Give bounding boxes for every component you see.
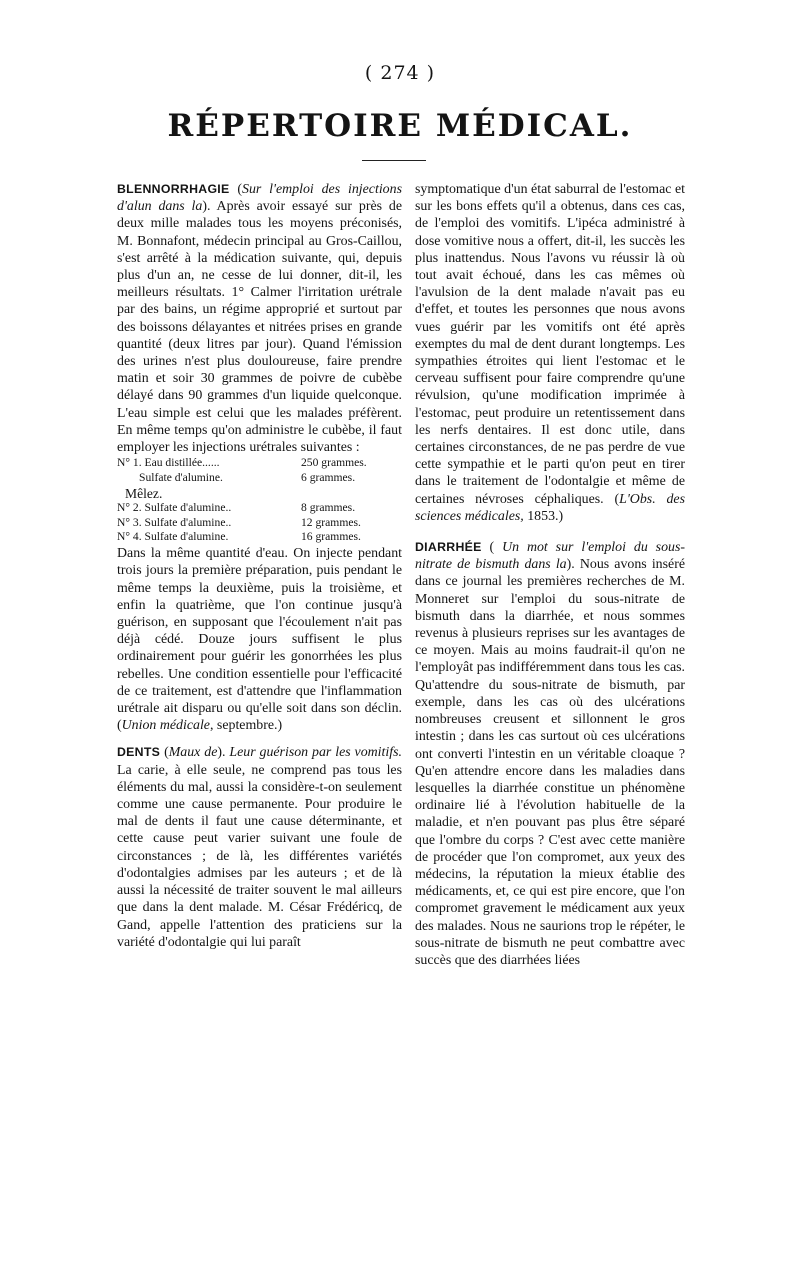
formula-ingredient: N° 2. Sulfate d'alumine.. [117, 500, 232, 514]
source-date: 1853.) [523, 508, 564, 524]
subtitle-dents: Maux de [168, 745, 218, 761]
formula-row [117, 471, 402, 486]
formula-quantity: 16 grammes. [301, 530, 361, 544]
subtitle-dents-2: Leur guérison par les vomitifs. [229, 745, 402, 761]
formula-row [117, 501, 402, 516]
body-text: La carie, à elle seule, ne comprend pas tous les éléments du mal, aussi la considère-t-on seulement comme une cause permanente. Pour produire le mal de dents il faut une cause déterminante, et cette cause peut varier suivant une foule de circonstances ; de là, les différentes variétés d'odontalgies admises par les auteurs ; et de là aussi la nécessité de traiter souvent le mal ailleurs que dans la dent malade. M. César Frédéricq, de Gand, appelle l'attention des praticiens sur la variété d'odontalgie qui lui paraît [117, 762, 402, 950]
body-text: symptomatique d'un état saburral de l'estomac et sur les bons effets qu'il a obtenus, dans ces cas, de l'emploi des vomitifs. L'ipéca administré à dose vomitive nous a offert, dit-il, les succès les plus inattendus. Nous l'avons vu réussir là où tout avait échoué, dans les cas mêmes où l'avulsion de la dent malade n'avait pas eu d'effet, et toutes les personnes que nous avons vues guérir par les vomitifs ont été après exemptes du mal de dent durant longtemps. Les sympathies étroites qui lient l'estomac et le cerveau suffisent pour faire comprendre qu'une révulsion, qu'une modification imprimée à l'estomac, peut produire un retentissement dans les nerfs dentaires. Il est donc utile, dans certaines circonstances, de ne pas perdre de vue cette sympathie et le parti qu'on peut en tirer dans le traitement de l'odontalgie et même de certaines névroses céphaliques. ( [415, 182, 685, 507]
paren-close: ). [566, 557, 580, 573]
body-text: Après avoir essayé sur près de deux mille malades tous les moyens préconisés, M. Bonnafont, médecin principal au Gros-Caillou, s'est arrêté à la médication suivante, qui, depuis plus d'un an, ne cesse de lui donner, dit-il, les meilleurs résultats. 1° Calmer l'irritation urétrale par des bains, un régime approprié et surtout par des boissons délayantes et nitrées prises en grande quantité (deux litres par jour). Quand l'émission des urines n'est plus douloureuse, faire prendre matin et soir 30 grammes de poivre de cubèbe délayé dans 90 grammes d'un liquide quelconque. L'eau simple est celui que les malades préfèrent. En même temps qu'on administre le cubèbe, il faut employer les injections urétrales suivantes : [117, 199, 402, 456]
running-head: RÉPERTOIRE MÉDICAL. [167, 108, 633, 144]
entry-blennorrhagie-continued [117, 545, 402, 734]
formula-quantity: 250 grammes. [301, 456, 367, 470]
paren-open: ( [229, 182, 242, 197]
formula-ingredient: N° 1. Eau distillée...... [117, 456, 220, 470]
entry-blennorrhagie [117, 181, 402, 456]
entry-dents [117, 744, 402, 950]
subtitle-diarrhee: Un mot sur l'emploi du sous-nitrate de bismuth dans la [415, 540, 685, 573]
left-column [117, 181, 402, 951]
source-citation: L'Obs. des sciences médicales, [415, 491, 686, 524]
right-column [415, 181, 685, 969]
formula-quantity: 6 grammes. [301, 471, 356, 485]
formula-instruction: Mêlez. [125, 485, 163, 501]
paren-close: ). [217, 745, 230, 761]
entry-dents-continued [415, 181, 685, 525]
formula-ingredient: N° 4. Sulfate d'alumine. [117, 530, 229, 544]
formula-ingredient: Sulfate d'alumine. [139, 471, 223, 485]
formula-ingredient: N° 3. Sulfate d'alumine.. [117, 515, 232, 529]
page-number: ( 274 ) [364, 62, 436, 84]
headword-dents: DENTS [117, 745, 161, 760]
paren-open: ( [481, 540, 503, 556]
formula-row [117, 456, 402, 471]
title-rule [362, 160, 426, 161]
source-citation: Union médicale [121, 718, 210, 734]
paren-open: ( [160, 745, 169, 761]
body-text: Nous avons inséré dans ce journal les premières recherches de M. Monneret sur l'emploi du sous-nitrate de bismuth dans la diarrhée, et nous sommes revenus à plusieurs reprises sur les avantages de ce moyen. Mais au moins faudrait-il qu'on ne l'employât pas indifféremment dans tous les cas. Qu'attendre du sous-nitrate de bismuth, par exemple, dans les cas où des ulcérations nombreuses creusent et sillonnent le gros intestin ; dans les cas surtout où ces ulcérations ont converti l'intestin en un véritable cloaque ? Qu'en attendre encore dans les maladies dans lesquelles la diarrhée constitue un phénomène ordinaire lié à l'évolution habituelle de la maladie, et n'en pouvant pas plus être séparé que l'ombre du corps ? C'est avec cette manière de procéder que l'on compromet, aux yeux des médecins, la réputation la mieux établie des médicaments, et, ce qui est pire encore, que l'on compromet gravement le médicament aux yeux des malades. Nous ne saurions trop le répéter, le sous-nitrate de bismuth ne peut combattre avec succès que des diarrhées liées [415, 557, 685, 968]
subtitle-blennorrhagie: Sur l'emploi des injections d'alun dans la [117, 182, 402, 215]
source-date: , septembre.) [209, 718, 283, 734]
formula-block [117, 456, 402, 545]
formula-row [117, 516, 402, 531]
formula-quantity: 8 grammes. [301, 500, 356, 514]
formula-quantity: 12 grammes. [301, 515, 361, 529]
formula-row [117, 530, 402, 545]
headword-blennorrhagie: BLENNORRHAGIE [117, 182, 230, 196]
headword-diarrhee: DIARRHÉE [415, 540, 482, 555]
paren-close: ). [202, 199, 217, 215]
entry-diarrhee [415, 539, 685, 969]
body-text: Dans la même quantité d'eau. On injecte pendant trois jours la première préparation, puis pendant le même temps la deuxième, puis la troisième, et enfin la quatrième, que l'on continue jusqu'à guérison, en supposant que l'écoulement n'ait pas déjà cédé. Douze jours suffisent le plus ordinairement pour guérir les gonorrhées les plus rebelles. Une condition essentielle pour l'efficacité de ce traitement, est d'attendre que l'inflammation urétrale ait disparu ou qu'elle soit dans son déclin. ( [117, 546, 402, 734]
